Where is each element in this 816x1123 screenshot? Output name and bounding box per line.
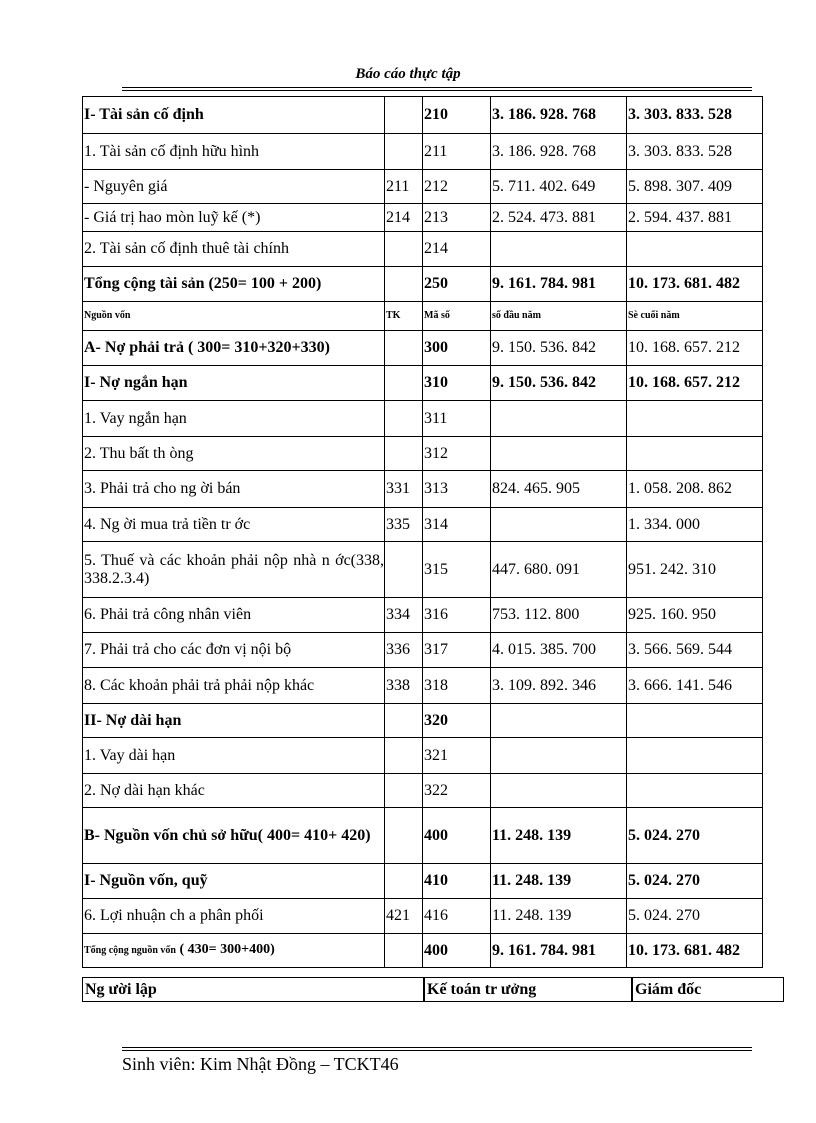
- row-name: 1. Tài sản cố định hữu hình: [83, 134, 385, 170]
- row-account: [385, 366, 423, 401]
- row-opening-balance: 9. 150. 536. 842: [491, 331, 627, 366]
- row-name: 8. Các khoản phải trả phải nộp khác: [83, 668, 385, 704]
- row-opening-balance: số đầu năm: [491, 302, 627, 331]
- row-code: 311: [423, 401, 491, 437]
- table-row: [83, 633, 763, 668]
- row-name: II- Nợ dài hạn: [83, 704, 385, 738]
- row-account: [385, 97, 423, 134]
- signature-preparer: Ng ười lập: [82, 977, 424, 1002]
- row-code: 316: [423, 598, 491, 633]
- row-account: [385, 331, 423, 366]
- row-closing-balance: 1. 334. 000: [627, 508, 763, 542]
- row-name: 2. Tài sản cố định thuê tài chính: [83, 232, 385, 267]
- table-row: [83, 899, 763, 934]
- row-opening-balance: [491, 738, 627, 774]
- row-code: 321: [423, 738, 491, 774]
- row-name: 6. Lợi nhuận ch a phân phối: [83, 899, 385, 934]
- row-closing-balance: 951. 242. 310: [627, 542, 763, 598]
- row-name: I- Tài sản cố định: [83, 97, 385, 134]
- row-opening-balance: 824. 465. 905: [491, 471, 627, 508]
- row-closing-balance: [627, 401, 763, 437]
- row-name: - Nguyên giá: [83, 170, 385, 204]
- row-closing-balance: [627, 437, 763, 471]
- table-row: [83, 738, 763, 774]
- row-name: 2. Nợ dài hạn khác: [83, 774, 385, 808]
- row-code: 250: [423, 267, 491, 302]
- row-closing-balance: 3. 566. 569. 544: [627, 633, 763, 668]
- footer-student-info: Sinh viên: Kim Nhật Đồng – TCKT46: [122, 1054, 399, 1074]
- row-account: [385, 437, 423, 471]
- table-row: [83, 437, 763, 471]
- row-account: 214: [385, 204, 423, 232]
- row-account: 335: [385, 508, 423, 542]
- row-name: A- Nợ phải trả ( 300= 310+320+330): [83, 331, 385, 366]
- row-account: [385, 864, 423, 899]
- row-opening-balance: [491, 401, 627, 437]
- row-opening-balance: [491, 437, 627, 471]
- row-name: Nguồn vốn: [83, 302, 385, 331]
- row-account: 336: [385, 633, 423, 668]
- row-code: 400: [423, 934, 491, 968]
- row-code: 416: [423, 899, 491, 934]
- row-closing-balance: [627, 774, 763, 808]
- header-rule-bottom: [122, 90, 752, 91]
- row-account: TK: [385, 302, 423, 331]
- row-code: 322: [423, 774, 491, 808]
- row-name: - Giá trị hao mòn luỹ kế (*): [83, 204, 385, 232]
- table-row: [83, 598, 763, 633]
- row-account: 331: [385, 471, 423, 508]
- row-closing-balance: 3. 303. 833. 528: [627, 97, 763, 134]
- table-row: [83, 864, 763, 899]
- row-account: [385, 808, 423, 864]
- row-opening-balance: [491, 508, 627, 542]
- report-header-title: Báo cáo thực tập: [355, 66, 461, 82]
- row-account: [385, 738, 423, 774]
- row-code: 312: [423, 437, 491, 471]
- row-code: 210: [423, 97, 491, 134]
- row-code: 212: [423, 170, 491, 204]
- row-closing-balance: [627, 232, 763, 267]
- row-code: 318: [423, 668, 491, 704]
- row-name: Tổng cộng tài sản (250= 100 + 200): [83, 267, 385, 302]
- row-opening-balance: 5. 711. 402. 649: [491, 170, 627, 204]
- row-name: 2. Thu bất th òng: [83, 437, 385, 471]
- row-opening-balance: 3. 186. 928. 768: [491, 97, 627, 134]
- signature-chief-accountant: Kế toán tr ưởng: [424, 977, 632, 1002]
- row-account: [385, 267, 423, 302]
- table-row: [83, 471, 763, 508]
- row-opening-balance: 9. 150. 536. 842: [491, 366, 627, 401]
- total-label-formula: ( 430= 300+400): [175, 942, 275, 957]
- table-row: [83, 134, 763, 170]
- row-closing-balance: 10. 173. 681. 482: [627, 267, 763, 302]
- row-name: 1. Vay dài hạn: [83, 738, 385, 774]
- row-name: 4. Ng ời mua trả tiền tr ớc: [83, 508, 385, 542]
- row-name: I- Nguồn vốn, quỹ: [83, 864, 385, 899]
- row-opening-balance: 11. 248. 139: [491, 864, 627, 899]
- row-code: 310: [423, 366, 491, 401]
- row-opening-balance: 11. 248. 139: [491, 808, 627, 864]
- row-name: [83, 934, 385, 968]
- row-name: 7. Phải trả cho các đơn vị nội bộ: [83, 633, 385, 668]
- row-code: 300: [423, 331, 491, 366]
- row-name: 3. Phải trả cho ng ời bán: [83, 471, 385, 508]
- row-account: [385, 774, 423, 808]
- row-opening-balance: 9. 161. 784. 981: [491, 934, 627, 968]
- footer-rule-bottom: [122, 1050, 752, 1051]
- row-closing-balance: 5. 024. 270: [627, 864, 763, 899]
- row-opening-balance: [491, 704, 627, 738]
- row-closing-balance: 10. 168. 657. 212: [627, 331, 763, 366]
- row-closing-balance: 10. 168. 657. 212: [627, 366, 763, 401]
- row-code: 211: [423, 134, 491, 170]
- row-closing-balance: 5. 898. 307. 409: [627, 170, 763, 204]
- row-closing-balance: [627, 704, 763, 738]
- signature-director: Giám đốc: [632, 977, 784, 1002]
- row-name: 6. Phải trả công nhân viên: [83, 598, 385, 633]
- row-account: 211: [385, 170, 423, 204]
- row-account: [385, 134, 423, 170]
- row-closing-balance: 1. 058. 208. 862: [627, 471, 763, 508]
- row-opening-balance: 2. 524. 473. 881: [491, 204, 627, 232]
- row-name: I- Nợ ngắn hạn: [83, 366, 385, 401]
- row-opening-balance: 3. 186. 928. 768: [491, 134, 627, 170]
- row-account: 338: [385, 668, 423, 704]
- row-code: 315: [423, 542, 491, 598]
- row-closing-balance: 3. 666. 141. 546: [627, 668, 763, 704]
- table-row: [83, 204, 763, 232]
- row-closing-balance: 10. 173. 681. 482: [627, 934, 763, 968]
- table-row: [83, 97, 763, 134]
- row-opening-balance: 4. 015. 385. 700: [491, 633, 627, 668]
- table-row: [83, 401, 763, 437]
- table-row: [83, 668, 763, 704]
- row-name: B- Nguồn vốn chủ sở hữu( 400= 410+ 420): [83, 808, 385, 864]
- row-opening-balance: 753. 112. 800: [491, 598, 627, 633]
- table-row: [83, 232, 763, 267]
- table-row: [83, 774, 763, 808]
- row-closing-balance: 5. 024. 270: [627, 899, 763, 934]
- row-name: 1. Vay ngắn hạn: [83, 401, 385, 437]
- table-row: [83, 331, 763, 366]
- row-closing-balance: Sè cuối năm: [627, 302, 763, 331]
- row-closing-balance: 5. 024. 270: [627, 808, 763, 864]
- row-closing-balance: [627, 738, 763, 774]
- row-name: 5. Thuế và các khoản phải nộp nhà n ớc(338, 338.2.3.4): [83, 542, 385, 598]
- row-account: [385, 542, 423, 598]
- row-account: [385, 704, 423, 738]
- table-row: [83, 302, 763, 331]
- row-code: 317: [423, 633, 491, 668]
- header-rule-top: [122, 87, 752, 88]
- row-closing-balance: 3. 303. 833. 528: [627, 134, 763, 170]
- row-opening-balance: 11. 248. 139: [491, 899, 627, 934]
- table-row: [83, 366, 763, 401]
- row-code: 410: [423, 864, 491, 899]
- row-code: 313: [423, 471, 491, 508]
- row-opening-balance: 3. 109. 892. 346: [491, 668, 627, 704]
- balance-sheet-table: [82, 96, 763, 968]
- footer-rule-top: [122, 1047, 752, 1048]
- row-code: Mã số: [423, 302, 491, 331]
- table-row: [83, 934, 763, 968]
- row-account: 334: [385, 598, 423, 633]
- row-opening-balance: 9. 161. 784. 981: [491, 267, 627, 302]
- row-opening-balance: 447. 680. 091: [491, 542, 627, 598]
- row-account: [385, 401, 423, 437]
- row-account: [385, 934, 423, 968]
- table-row: [83, 704, 763, 738]
- row-account: [385, 232, 423, 267]
- row-code: 314: [423, 508, 491, 542]
- row-opening-balance: [491, 774, 627, 808]
- table-row: [83, 267, 763, 302]
- table-row: [83, 508, 763, 542]
- row-code: 213: [423, 204, 491, 232]
- row-opening-balance: [491, 232, 627, 267]
- row-code: 400: [423, 808, 491, 864]
- table-row: [83, 808, 763, 864]
- row-closing-balance: 925. 160. 950: [627, 598, 763, 633]
- row-account: 421: [385, 899, 423, 934]
- row-code: 320: [423, 704, 491, 738]
- row-closing-balance: 2. 594. 437. 881: [627, 204, 763, 232]
- row-code: 214: [423, 232, 491, 267]
- total-label-small: Tổng cộng nguồn vốn: [84, 945, 176, 956]
- table-row: [83, 542, 763, 598]
- table-row: [83, 170, 763, 204]
